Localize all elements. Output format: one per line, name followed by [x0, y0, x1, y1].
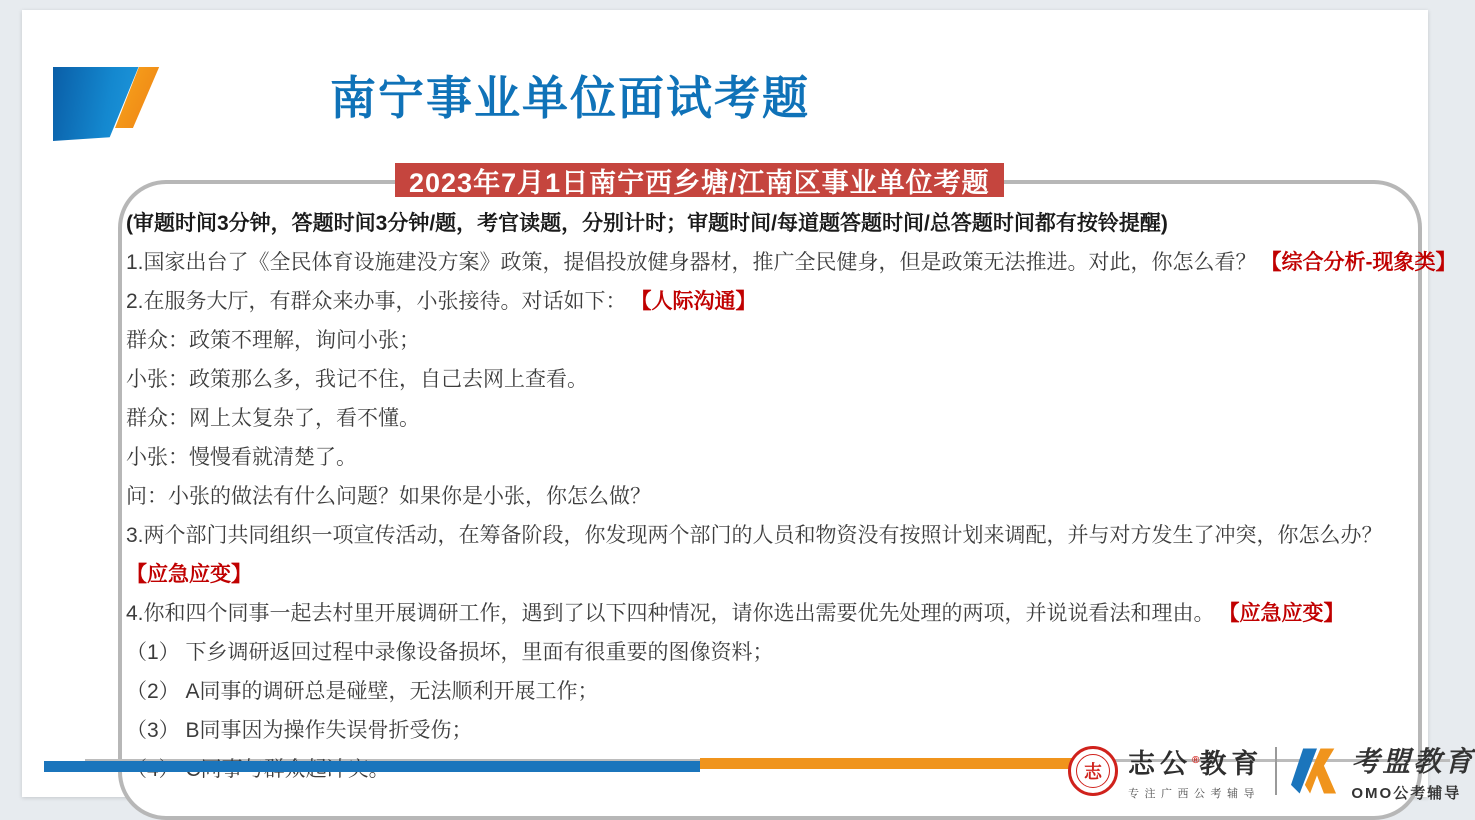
question-text: 群众：网上太复杂了，看不懂。 — [126, 406, 420, 430]
timing-note: (审题时间3分钟，答题时间3分钟/题，考官读题，分别计时；审题时间/每道题答题时间/总答题时间都有按铃提醒) — [126, 211, 1168, 235]
question-text: （2） A同事的调研总是碰壁，无法顺利开展工作； — [126, 679, 599, 703]
question-line-3-tag — [126, 553, 1457, 592]
kaomeng-logo-block — [1291, 740, 1475, 803]
dialog-question-line — [126, 475, 1457, 514]
question-text: （3） B同事因为操作失误骨折受伤； — [126, 718, 473, 742]
logo-divider — [1275, 747, 1277, 795]
kaomeng-logo-text: 考盟教育 — [1351, 745, 1475, 777]
footer-logos — [1068, 740, 1475, 802]
question-line-4 — [126, 592, 1457, 631]
page-title: 南宁事业单位面试考题 — [330, 72, 810, 124]
footer-blue-bar — [44, 761, 700, 772]
question-text: 小张：慢慢看就清楚了。 — [126, 445, 357, 469]
question-text: 小张：政策那么多，我记不住，自己去网上查看。 — [126, 367, 588, 391]
question-tag: 【应急应变】 — [1218, 601, 1345, 625]
kaomeng-subtitle: OMO公考辅导 — [1351, 784, 1462, 802]
sub-item-2 — [126, 670, 1457, 709]
zhigong-seal-char: 志 — [1076, 754, 1110, 788]
question-list — [126, 202, 1457, 787]
zhigong-subtitle: 专注广西公考辅导 — [1128, 787, 1260, 800]
kaomeng-logo-mark — [1291, 746, 1343, 796]
question-line-3 — [126, 514, 1457, 553]
footer-orange-bar — [700, 758, 1107, 769]
dialog-line — [126, 397, 1457, 436]
dialog-line — [126, 358, 1457, 397]
zhigong-name-left: 志公 — [1128, 748, 1192, 779]
question-tag: 【应急应变】 — [126, 562, 252, 586]
question-text: 4.你和四个同事一起去村里开展调研工作，遇到了以下四种情况，请你选出需要优先处理的两项，并说说看法和理由。 — [126, 601, 1215, 625]
question-text: （1） 下乡调研返回过程中录像设备损坏，里面有很重要的图像资料； — [126, 640, 774, 664]
question-line-1 — [126, 241, 1457, 280]
question-text: 2.在服务大厅，有群众来办事，小张接待。对话如下： — [126, 289, 627, 313]
question-text: 群众：政策不理解，询问小张； — [126, 328, 420, 352]
question-line-2 — [126, 280, 1457, 319]
zhigong-logo-block — [1128, 742, 1263, 801]
exam-date-banner: 2023年7月1日南宁西乡塘/江南区事业单位考题 — [395, 163, 1004, 197]
zhigong-seal-icon — [1068, 746, 1118, 796]
sub-item-1 — [126, 631, 1457, 670]
question-text: 3.两个部门共同组织一项宣传活动，在筹备阶段，你发现两个部门的人员和物资没有按照计划来调配，并与对方发生了冲突，你怎么办？ — [126, 523, 1383, 547]
question-text: 1.国家出台了《全民体育设施建没方案》政策，提倡投放健身器材，推广全民健身，但是政策无法推进。对此，你怎么看？ — [126, 250, 1257, 274]
dialog-line — [126, 319, 1457, 358]
question-tag: 【人际沟通】 — [630, 289, 757, 313]
kaomeng-text-block — [1351, 740, 1475, 803]
slide-canvas — [22, 10, 1475, 802]
question-tag: 【综合分析-现象类】 — [1260, 250, 1457, 274]
registered-mark-icon: ® — [1192, 754, 1200, 766]
question-text: 问：小张的做法有什么问题？如果你是小张，你怎么做？ — [126, 484, 651, 508]
zhigong-logo-text — [1128, 742, 1263, 781]
dialog-line — [126, 436, 1457, 475]
zhigong-name-right: 教育 — [1199, 748, 1264, 779]
